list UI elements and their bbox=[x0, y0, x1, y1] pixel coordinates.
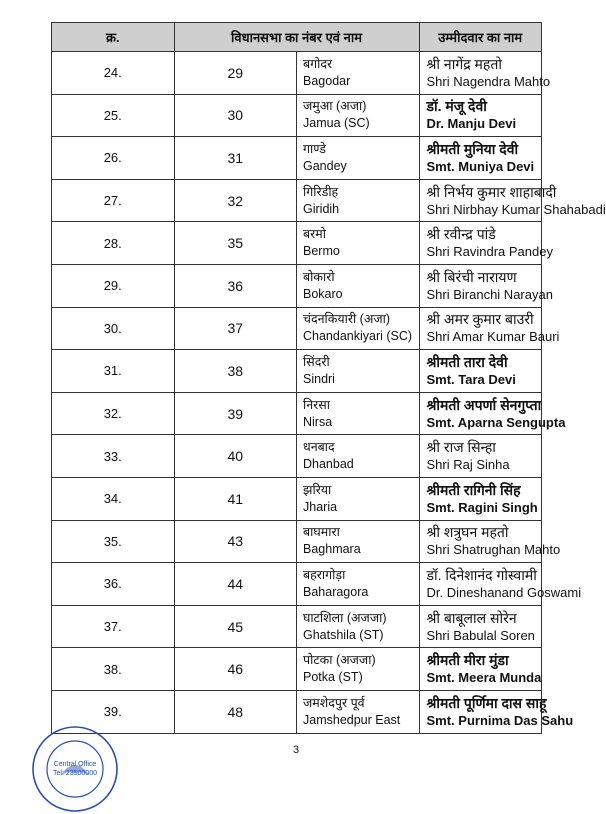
constituency-name bbox=[297, 477, 420, 520]
constituency-name bbox=[297, 94, 420, 137]
constituency-name-english: Jamshedpur East bbox=[303, 712, 401, 727]
row-serial: 32. bbox=[52, 392, 175, 435]
candidate-name bbox=[419, 350, 542, 393]
constituency-name-hindi: जमशेदपुर पूर्व bbox=[303, 695, 365, 710]
candidate-name bbox=[419, 264, 553, 307]
table-row bbox=[52, 179, 542, 222]
constituency-name bbox=[297, 392, 420, 435]
table-header-row bbox=[52, 23, 542, 52]
constituency-name-hindi: सिंदरी bbox=[303, 354, 330, 369]
row-serial: 38. bbox=[52, 648, 175, 691]
constituency-name bbox=[297, 435, 420, 478]
constituency-name-hindi: गाण्डे bbox=[303, 141, 326, 156]
constituency-name-english: Dhanbad bbox=[303, 457, 354, 472]
candidate-name bbox=[419, 648, 542, 691]
table-row bbox=[52, 307, 542, 350]
constituency-name-hindi: पोटका (अजजा) bbox=[303, 653, 376, 668]
candidate-name-english: Shri Nirbhay Kumar Shahabadi bbox=[426, 201, 606, 217]
constituency-number: 39 bbox=[174, 392, 297, 435]
candidate-name-english: Shri Biranchi Narayan bbox=[426, 286, 553, 302]
candidate-name bbox=[419, 563, 582, 606]
constituency-name-hindi: गिरिडीह bbox=[303, 184, 339, 199]
constituency-name-hindi: बरमो bbox=[303, 227, 326, 242]
table-row bbox=[52, 94, 542, 137]
candidate-name bbox=[419, 435, 542, 478]
constituency-name bbox=[297, 179, 420, 222]
constituency-name bbox=[297, 520, 420, 563]
candidate-name bbox=[419, 477, 542, 520]
table-row bbox=[52, 52, 542, 95]
constituency-number: 29 bbox=[174, 52, 297, 95]
table-row bbox=[52, 605, 542, 648]
candidate-name bbox=[419, 605, 542, 648]
table-row bbox=[52, 477, 542, 520]
candidate-name bbox=[419, 392, 566, 435]
constituency-name-english: Chandankiyari (SC) bbox=[303, 329, 413, 344]
constituency-name bbox=[297, 350, 420, 393]
candidate-table bbox=[51, 22, 606, 734]
candidate-name-hindi: श्रीमती रागिनी सिंह bbox=[426, 481, 521, 498]
table-row bbox=[52, 520, 542, 563]
constituency-name-english: Bermo bbox=[303, 244, 340, 259]
constituency-number: 46 bbox=[174, 648, 297, 691]
constituency-number: 35 bbox=[174, 222, 297, 265]
svg-text:Central Office: Central Office bbox=[53, 761, 97, 768]
constituency-name-hindi: बहरागोड़ा bbox=[303, 567, 346, 582]
table-row bbox=[52, 392, 542, 435]
constituency-name-hindi: बोकारो bbox=[303, 269, 335, 284]
candidate-name-hindi: श्रीमती तारा देवी bbox=[426, 353, 508, 370]
row-serial: 25. bbox=[52, 94, 175, 137]
constituency-number: 43 bbox=[174, 520, 297, 563]
candidate-name-hindi: श्रीमती अपर्णा सेनगुप्ता bbox=[426, 396, 542, 413]
row-serial: 34. bbox=[52, 477, 175, 520]
table-row bbox=[52, 350, 542, 393]
constituency-name-english: Jharia bbox=[303, 499, 338, 514]
row-serial: 24. bbox=[52, 52, 175, 95]
constituency-name-hindi: चंदनकियारी (अजा) bbox=[303, 312, 391, 327]
table-row bbox=[52, 435, 542, 478]
candidate-name-english: Shri Amar Kumar Bauri bbox=[426, 329, 560, 345]
candidate-name bbox=[419, 222, 553, 265]
constituency-name-hindi: घाटशिला (अजजा) bbox=[303, 610, 387, 625]
candidate-name-hindi: श्री बाबूलाल सोरेन bbox=[426, 609, 517, 626]
table-row bbox=[52, 264, 542, 307]
table-row bbox=[52, 690, 542, 733]
candidate-name-english: Shri Nagendra Mahto bbox=[426, 73, 551, 89]
constituency-name-hindi: बाघमारा bbox=[303, 525, 340, 540]
row-serial: 33. bbox=[52, 435, 175, 478]
constituency-number: 37 bbox=[174, 307, 297, 350]
row-serial: 36. bbox=[52, 563, 175, 606]
constituency-number: 40 bbox=[174, 435, 297, 478]
candidate-name-hindi: श्री निर्भय कुमार शाहाबादी bbox=[426, 183, 557, 200]
row-serial: 27. bbox=[52, 179, 175, 222]
candidate-name-hindi: श्री शत्रुघन महतो bbox=[426, 524, 509, 541]
candidate-name-english: Smt. Muniya Devi bbox=[426, 158, 535, 174]
constituency-name-english: Gandey bbox=[303, 158, 347, 173]
constituency-name-english: Potka (ST) bbox=[303, 670, 363, 685]
constituency-name bbox=[297, 307, 420, 350]
header-candidate: उम्मीदवार का नाम bbox=[419, 23, 542, 52]
page-number: 3 bbox=[292, 744, 300, 756]
candidate-name-english: Smt. Meera Munda bbox=[426, 670, 542, 686]
party-seal-stamp bbox=[30, 724, 120, 814]
candidate-name-english: Shri Raj Sinha bbox=[426, 457, 510, 473]
constituency-number: 41 bbox=[174, 477, 297, 520]
svg-text:Tel: 23500000: Tel: 23500000 bbox=[53, 770, 97, 777]
constituency-number: 36 bbox=[174, 264, 297, 307]
candidate-name bbox=[419, 307, 560, 350]
constituency-number: 32 bbox=[174, 179, 297, 222]
constituency-name bbox=[297, 690, 420, 733]
constituency-number: 45 bbox=[174, 605, 297, 648]
candidate-name-english: Dr. Dineshanand Goswami bbox=[426, 584, 582, 600]
candidate-name-hindi: श्री बिरंची नारायण bbox=[426, 268, 517, 285]
candidate-name-english: Dr. Manju Devi bbox=[426, 116, 517, 132]
constituency-name bbox=[297, 648, 420, 691]
row-serial: 37. bbox=[52, 605, 175, 648]
constituency-name-hindi: बगोदर bbox=[303, 56, 333, 71]
row-serial: 31. bbox=[52, 350, 175, 393]
constituency-name-english: Baghmara bbox=[303, 542, 361, 557]
table-row bbox=[52, 222, 542, 265]
candidate-name bbox=[419, 52, 551, 95]
candidate-name bbox=[419, 94, 542, 137]
candidate-name bbox=[419, 137, 542, 180]
constituency-name bbox=[297, 222, 420, 265]
row-serial: 26. bbox=[52, 137, 175, 180]
constituency-name-hindi: धनबाद bbox=[303, 440, 335, 455]
candidate-name-english: Smt. Ragini Singh bbox=[426, 499, 538, 515]
candidate-name-english: Shri Ravindra Pandey bbox=[426, 244, 553, 260]
candidate-name-english: Smt. Purnima Das Sahu bbox=[426, 712, 574, 728]
constituency-name-english: Sindri bbox=[303, 371, 335, 386]
constituency-name-hindi: झरिया bbox=[303, 482, 332, 497]
constituency-name-english: Bagodar bbox=[303, 73, 351, 88]
table-row bbox=[52, 648, 542, 691]
constituency-name-hindi: निरसा bbox=[303, 397, 330, 412]
constituency-name-english: Baharagora bbox=[303, 584, 369, 599]
constituency-name-english: Nirsa bbox=[303, 414, 333, 429]
constituency-number: 31 bbox=[174, 137, 297, 180]
candidate-name bbox=[419, 690, 574, 733]
constituency-number: 44 bbox=[174, 563, 297, 606]
candidate-name-english: Shri Babulal Soren bbox=[426, 627, 535, 643]
header-constituency: विधानसभा का नंबर एवं नाम bbox=[174, 23, 419, 52]
constituency-name bbox=[297, 563, 420, 606]
candidate-name-hindi: श्री नागेंद्र महतो bbox=[426, 55, 502, 72]
candidate-name-hindi: श्रीमती मीरा मुंडा bbox=[426, 652, 509, 669]
constituency-number: 30 bbox=[174, 94, 297, 137]
constituency-name bbox=[297, 52, 420, 95]
candidate-name-english: Smt. Aparna Sengupta bbox=[426, 414, 566, 430]
constituency-name-english: Bokaro bbox=[303, 286, 343, 301]
candidate-name-english: Shri Shatrughan Mahto bbox=[426, 542, 561, 558]
table-row bbox=[52, 137, 542, 180]
constituency-name-hindi: जमुआ (अजा) bbox=[303, 99, 367, 114]
candidate-name-hindi: श्री रवीन्द्र पांडे bbox=[426, 226, 496, 243]
row-serial: 35. bbox=[52, 520, 175, 563]
candidate-name-hindi: श्री राज सिन्हा bbox=[426, 439, 496, 456]
candidate-name bbox=[419, 179, 606, 222]
constituency-name-english: Jamua (SC) bbox=[303, 116, 370, 131]
constituency-number: 38 bbox=[174, 350, 297, 393]
candidate-name-english: Smt. Tara Devi bbox=[426, 371, 516, 387]
candidate-name-hindi: डॉ. मंजू देवी bbox=[426, 98, 487, 115]
candidate-name bbox=[419, 520, 561, 563]
header-sno: क्र. bbox=[52, 23, 175, 52]
constituency-name bbox=[297, 137, 420, 180]
constituency-name bbox=[297, 264, 420, 307]
candidate-name-hindi: श्रीमती पूर्णिमा दास साहू bbox=[426, 694, 547, 711]
constituency-name-english: Ghatshila (ST) bbox=[303, 627, 384, 642]
table-row bbox=[52, 563, 542, 606]
candidate-name-hindi: डॉ. दिनेशानंद गोस्वामी bbox=[426, 566, 537, 583]
constituency-name-english: Giridih bbox=[303, 201, 340, 216]
candidate-name-hindi: श्री अमर कुमार बाउरी bbox=[426, 311, 534, 328]
row-serial: 30. bbox=[52, 307, 175, 350]
row-serial: 29. bbox=[52, 264, 175, 307]
row-serial: 28. bbox=[52, 222, 175, 265]
constituency-number: 48 bbox=[174, 690, 297, 733]
constituency-name bbox=[297, 605, 420, 648]
row-serial: 39. bbox=[52, 690, 175, 733]
candidate-name-hindi: श्रीमती मुनिया देवी bbox=[426, 140, 519, 157]
